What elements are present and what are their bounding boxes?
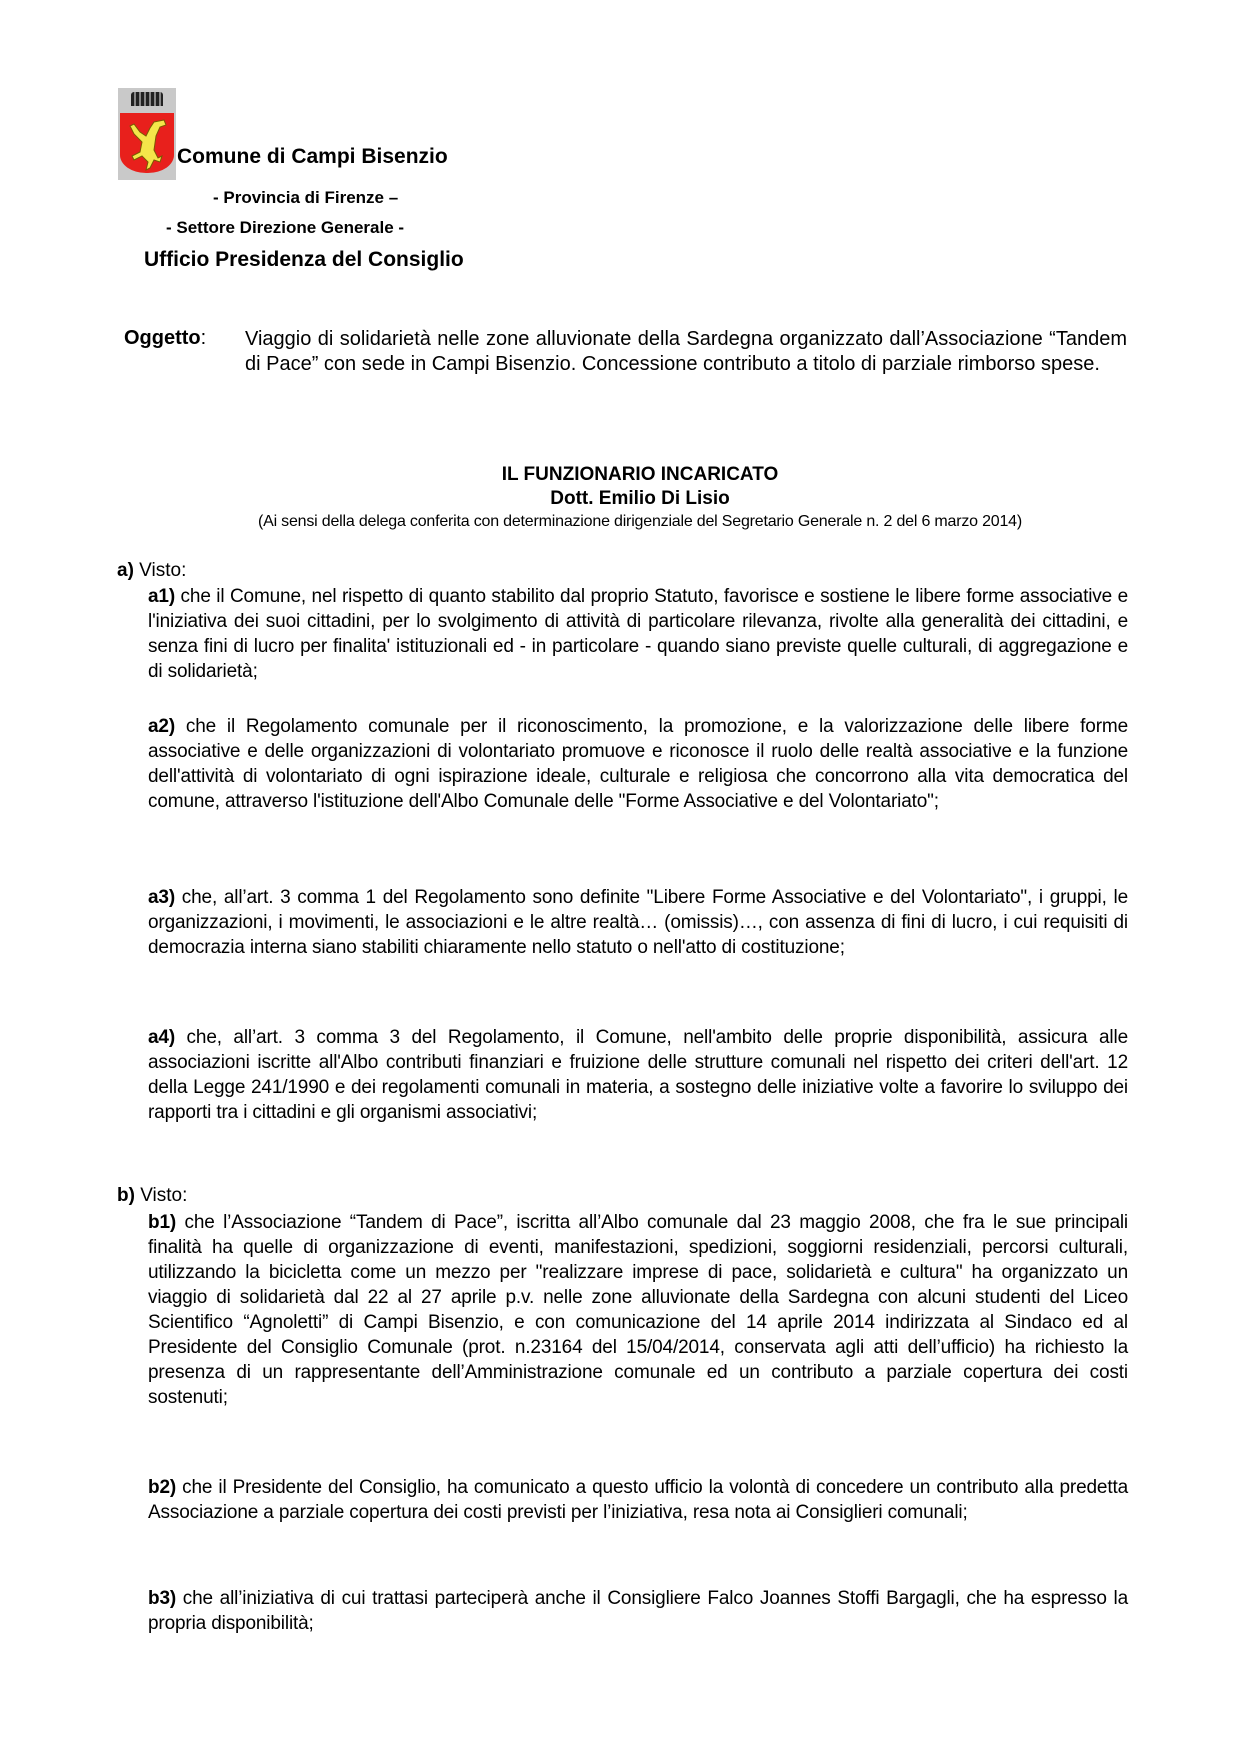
office-line: Ufficio Presidenza del Consiglio (144, 248, 464, 271)
paragraph-a2: a2) che il Regolamento comunale per il riconoscimento, la promozione, e la valorizzazione delle libere forme associative e delle organizzazioni di volontariato promuove e riconosce il ruolo delle realtà associative e la funzione dell'attività di volontariato di ogni ispirazione ideale, culturale e religiosa che concorrono alla vita democratica del comune, attraverso l'istituzione dell'Albo Comunale delle "Forme Associative e del Volontariato"; (148, 716, 1128, 812)
subject-label: Oggetto: (124, 327, 207, 349)
sector-line: - Settore Direzione Generale - (166, 218, 405, 237)
official-title-block (140, 463, 1140, 533)
paragraph-a4: a4) che, all’art. 3 comma 3 del Regolamento, il Comune, nell'ambito delle proprie disponibilità, assicura alle associazioni iscritte all'Albo contributi finanziari e fruizione delle strutture comunali nel rispetto dei criteri dell'art. 12 della Legge 241/1990 e dei regolamenti comunali in materia, a sostegno delle iniziative volte a favorire lo sviluppo dei rapporti tra i cittadini e gli organismi associativi; (148, 1027, 1128, 1123)
paragraph-a3: a3) che, all’art. 3 comma 1 del Regolamento sono definite "Libere Forme Associative e del Volontariato", i gruppi, le organizzazioni, i movimenti, le associazioni e le altre realtà… (omissis)…, con assenza di fini di lucro, i cui requisiti di democrazia interna siano stabiliti chiaramente nello statuto o nell'atto di costituzione; (148, 887, 1128, 958)
subject-text: Viaggio di solidarietà nelle zone alluvionate della Sardegna organizzato dall’Associazione “Tandem di Pace” con sede in Campi Bisenzio. Concessione contributo a titolo di parziale rimborso spese. (245, 328, 1127, 375)
rampant-dog-icon (124, 116, 170, 174)
official-name: Dott. Emilio Di Lisio (550, 488, 730, 509)
coat-of-arms-icon (118, 88, 176, 180)
province-line: - Provincia di Firenze – (213, 188, 399, 207)
paragraph-b3: b3) che all’iniziativa di cui trattasi parteciperà anche il Consigliere Falco Joannes Stoffi Bargagli, che ha espresso la propria disponibilità; (148, 1588, 1128, 1634)
section-a-heading: a) Visto: (117, 560, 187, 581)
delegation-note: (Ai sensi della delega conferita con determinazione dirigenziale del Segretario Generale n. 2 del 6 marzo 2014) (257, 513, 1023, 530)
paragraph-a1: a1) che il Comune, nel rispetto di quanto stabilito dal proprio Statuto, favorisce e sostiene le libere forme associative e l'iniziativa dei suoi cittadini, per lo svolgimento di attività di particolare rilevanza, rivolte alla generalità dei cittadini, e senza fini di lucro per finalita' istituzionali ed - in particolare - quando siano previste quelle culturali, di aggregazione e di solidarietà; (148, 586, 1128, 682)
section-b-heading: b) Visto: (117, 1185, 188, 1206)
paragraph-b1: b1) che l’Associazione “Tandem di Pace”, iscritta all’Albo comunale dal 23 maggio 2008, che fra le sue principali finalità ha quelle di organizzazione di eventi, manifestazioni, spedizioni, soggiorni residenziali, percorsi culturali, utilizzando la bicicletta come un mezzo per "realizzare imprese di pace, solidarietà e cultura" ha organizzato un viaggio di solidarietà dal 22 al 27 aprile p.v. nelle zone alluvionate della Sardegna con alcuni studenti del Liceo Scientifico “Agnoletti” di Campi Bisenzio, e con comunicazione del 14 aprile 2014 indirizzata al Sindaco ed al Presidente del Consiglio Comunale (prot. n.23164 del 15/04/2014, conservata agli atti dell’ufficio) ha richiesto la presenza di un rappresentante dell’Amministrazione comunale ed un contributo a parziale copertura dei costi sostenuti; (148, 1212, 1128, 1408)
municipality-name: Comune di Campi Bisenzio (177, 145, 448, 168)
crown-icon (118, 88, 176, 110)
paragraph-b2: b2) che il Presidente del Consiglio, ha comunicato a questo ufficio la volontà di concedere un contributo alla predetta Associazione a parziale copertura dei costi previsti per l’iniziativa, resa nota ai Consiglieri comunali; (148, 1477, 1128, 1523)
official-role: IL FUNZIONARIO INCARICATO (501, 464, 779, 485)
